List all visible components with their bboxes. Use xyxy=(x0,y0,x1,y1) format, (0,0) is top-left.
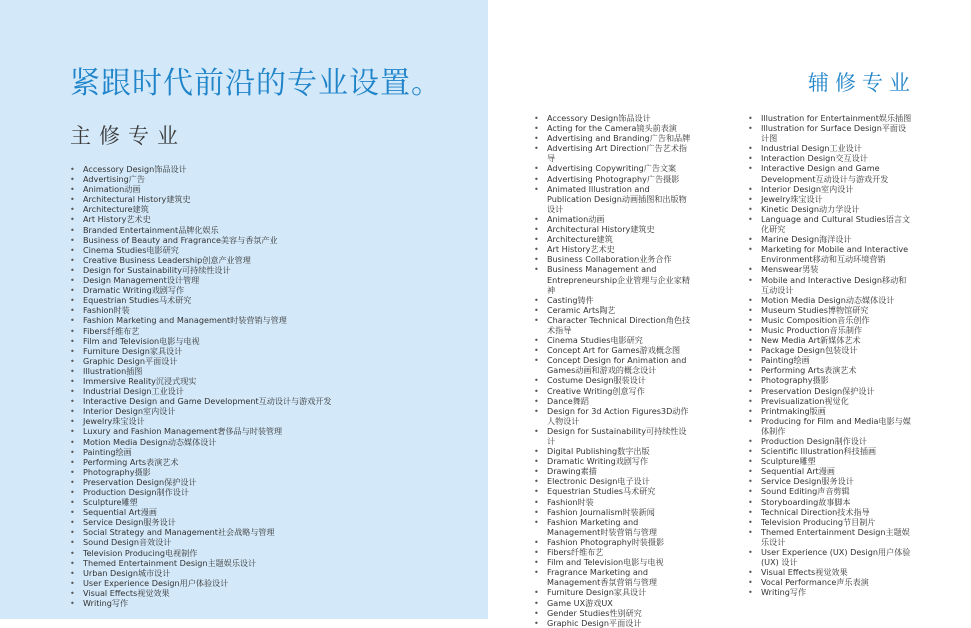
minor-item: • New Media Art新媒体艺术 xyxy=(748,335,913,345)
minor-item: • Ceramic Arts陶艺 xyxy=(534,305,694,315)
major-item: • Sound Design音效设计 xyxy=(70,537,370,547)
minor-item: • Writing写作 xyxy=(748,587,913,597)
major-item: • Immersive Reality沉浸式现实 xyxy=(70,376,370,386)
minor-item: • Photography摄影 xyxy=(748,375,913,385)
minor-item: • Game UX游戏UX xyxy=(534,598,694,608)
minor-item: • Sequential Art漫画 xyxy=(748,466,913,476)
major-item: • Social Strategy and Management社会战略与管理 xyxy=(70,527,370,537)
major-item: • Creative Business Leadership创意产业管理 xyxy=(70,255,370,265)
minor-item: • Language and Cultural Studies语言文化研究 xyxy=(748,214,913,234)
minor-item: • Sculpture雕塑 xyxy=(748,456,913,466)
major-item: • Equestrian Studies马术研究 xyxy=(70,295,370,305)
minor-item: • Costume Design服装设计 xyxy=(534,375,694,385)
minor-item: • Printmaking版画 xyxy=(748,406,913,416)
minor-item: • Architecture建筑 xyxy=(534,234,694,244)
minor-item: • Themed Entertainment Design主题娱乐设计 xyxy=(748,527,913,547)
major-item: • Interactive Design and Game Development互动设计与游戏开发 xyxy=(70,396,370,406)
major-item: • Sequential Art漫画 xyxy=(70,507,370,517)
minor-item: • Museum Studies博物馆研究 xyxy=(748,305,913,315)
minor-item: • Menswear男装 xyxy=(748,264,913,274)
minor-item: • Interactive Design and Game Development互动设计与游戏开发 xyxy=(748,163,913,183)
minor-item: • Kinetic Design动力学设计 xyxy=(748,204,913,214)
minor-item: • Drawing素描 xyxy=(534,466,694,476)
minor-item: • Sound Editing声音剪辑 xyxy=(748,486,913,496)
minor-item: • Equestrian Studies马术研究 xyxy=(534,486,694,496)
minor-item: • Advertising and Branding广告和品牌 xyxy=(534,133,694,143)
minor-item: • Accessory Design饰品设计 xyxy=(534,113,694,123)
minor-item: • Television Producing节目制片 xyxy=(748,517,913,527)
major-item: • Cinema Studies电影研究 xyxy=(70,245,370,255)
minor-item: • Concept Design for Animation and Games动画和游戏的概念设计 xyxy=(534,355,694,375)
minor-item: • Fashion时装 xyxy=(534,497,694,507)
minor-item: • Film and Television电影与电视 xyxy=(534,557,694,567)
minor-item: • Interaction Design交互设计 xyxy=(748,153,913,163)
major-item: • Furniture Design家具设计 xyxy=(70,346,370,356)
minor-item: • Fragrance Marketing and Management香氛营销与管理 xyxy=(534,567,694,587)
major-item: • Architecture建筑 xyxy=(70,204,370,214)
major-item: • Art History艺术史 xyxy=(70,214,370,224)
minor-item: • Jewelry珠宝设计 xyxy=(748,194,913,204)
minor-item: • Advertising Photography广告摄影 xyxy=(534,174,694,184)
major-item: • Themed Entertainment Design主题娱乐设计 xyxy=(70,558,370,568)
minors-list-column-2 xyxy=(748,113,913,598)
major-item: • Preservation Design保护设计 xyxy=(70,477,370,487)
minor-item: • Furniture Design家具设计 xyxy=(534,587,694,597)
major-item: • Jewelry珠宝设计 xyxy=(70,416,370,426)
minor-item: • Previsualization视觉化 xyxy=(748,396,913,406)
major-item: • Business of Beauty and Fragrance美容与香氛产业 xyxy=(70,235,370,245)
minor-item: • Creative Writing创意写作 xyxy=(534,386,694,396)
major-item: • Illustration插图 xyxy=(70,366,370,376)
minor-item: • Storyboarding故事脚本 xyxy=(748,497,913,507)
minor-item: • Advertising Copywriting广告文案 xyxy=(534,163,694,173)
minor-item: • Dance舞蹈 xyxy=(534,396,694,406)
minor-item: • Music Production音乐制作 xyxy=(748,325,913,335)
minor-item: • Animated Illustration and Publication Design动画插图和出版物设计 xyxy=(534,184,694,214)
minor-item: • Marine Design海洋设计 xyxy=(748,234,913,244)
minor-item: • Architectural History建筑史 xyxy=(534,224,694,234)
minor-item: • Illustration for Entertainment娱乐插图 xyxy=(748,113,913,123)
page-headline: 紧跟时代前沿的专业设置。 xyxy=(70,66,442,101)
major-item: • Production Design制作设计 xyxy=(70,487,370,497)
minor-item: • Motion Media Design动态媒体设计 xyxy=(748,295,913,305)
major-item: • Fashion时装 xyxy=(70,305,370,315)
minor-item: • Advertising Art Direction广告艺术指导 xyxy=(534,143,694,163)
major-item: • Urban Design城市设计 xyxy=(70,568,370,578)
major-item: • Animation动画 xyxy=(70,184,370,194)
major-item: • Writing写作 xyxy=(70,598,370,608)
minor-item: • Art History艺术史 xyxy=(534,244,694,254)
minor-item: • Business Collaboration业务合作 xyxy=(534,254,694,264)
minor-item: • Package Design包装设计 xyxy=(748,345,913,355)
major-item: • Advertising广告 xyxy=(70,174,370,184)
minor-item: • Fashion Marketing and Management时装营销与管理 xyxy=(534,517,694,537)
major-item: • Architectural History建筑史 xyxy=(70,194,370,204)
minors-heading: 辅修专业 xyxy=(808,71,916,95)
minor-item: • Casting铸件 xyxy=(534,295,694,305)
minor-item: • Cinema Studies电影研究 xyxy=(534,335,694,345)
major-item: • Accessory Design饰品设计 xyxy=(70,164,370,174)
minor-item: • Fashion Photography时装摄影 xyxy=(534,537,694,547)
major-item: • Graphic Design平面设计 xyxy=(70,356,370,366)
major-item: • User Experience Design用户体验设计 xyxy=(70,578,370,588)
minor-item: • Music Composition音乐创作 xyxy=(748,315,913,325)
minor-item: • Dramatic Writing戏剧写作 xyxy=(534,456,694,466)
minor-item: • Marketing for Mobile and Interactive Environment移动和互动环境营销 xyxy=(748,244,913,264)
minor-item: • Mobile and Interactive Design移动和互动设计 xyxy=(748,275,913,295)
minor-item: • Character Technical Direction角色技术指导 xyxy=(534,315,694,335)
major-item: • Branded Entertainment品牌化娱乐 xyxy=(70,225,370,235)
majors-list xyxy=(70,164,370,608)
minor-item: • Gender Studies性别研究 xyxy=(534,608,694,618)
minor-item: • Animation动画 xyxy=(534,214,694,224)
minor-item: • Business Management and Entrepreneurship企业管理与企业家精神 xyxy=(534,264,694,294)
major-item: • Photography摄影 xyxy=(70,467,370,477)
minor-item: • Visual Effects视觉效果 xyxy=(748,567,913,577)
minor-item: • Acting for the Camera镜头前表演 xyxy=(534,123,694,133)
minor-item: • Design for 3d Action Figures3D动作人物设计 xyxy=(534,406,694,426)
minor-item: • Electronic Design电子设计 xyxy=(534,476,694,486)
major-item: • Interior Design室内设计 xyxy=(70,406,370,416)
major-item: • Television Producing电视制作 xyxy=(70,548,370,558)
major-item: • Luxury and Fashion Management奢侈品与时装管理 xyxy=(70,426,370,436)
minor-item: • Producing for Film and Media电影与媒体制作 xyxy=(748,416,913,436)
minor-item: • Fashion Journalism时装新闻 xyxy=(534,507,694,517)
minor-item: • Digital Publishing数字出版 xyxy=(534,446,694,456)
minor-item: • Painting绘画 xyxy=(748,355,913,365)
major-item: • Visual Effects视觉效果 xyxy=(70,588,370,598)
major-item: • Industrial Design工业设计 xyxy=(70,386,370,396)
minor-item: • Preservation Design保护设计 xyxy=(748,386,913,396)
minor-item: • Interior Design室内设计 xyxy=(748,184,913,194)
minor-item: • Technical Direction技术指导 xyxy=(748,507,913,517)
major-item: • Fibers纤维布艺 xyxy=(70,326,370,336)
minor-item: • Design for Sustainability可持续性设计 xyxy=(534,426,694,446)
minor-item: • Fibers纤维布艺 xyxy=(534,547,694,557)
minor-item: • Scientific Illustration科技插画 xyxy=(748,446,913,456)
major-item: • Painting绘画 xyxy=(70,447,370,457)
major-item: • Fashion Marketing and Management时装营销与管理 xyxy=(70,315,370,325)
major-item: • Service Design服务设计 xyxy=(70,517,370,527)
minor-item: • User Experience (UX) Design用户体验(UX) 设计 xyxy=(748,547,913,567)
minor-item: • Concept Art for Games游戏概念图 xyxy=(534,345,694,355)
majors-heading: 主修专业 xyxy=(70,124,186,148)
minors-list-column-1 xyxy=(534,113,694,628)
minor-item: • Industrial Design工业设计 xyxy=(748,143,913,153)
major-item: • Design for Sustainability可持续性设计 xyxy=(70,265,370,275)
minor-item: • Graphic Design平面设计 xyxy=(534,618,694,628)
minor-item: • Illustration for Surface Design平面设计图 xyxy=(748,123,913,143)
major-item: • Motion Media Design动态媒体设计 xyxy=(70,437,370,447)
minor-item: • Vocal Performance声乐表演 xyxy=(748,577,913,587)
minor-item: • Performing Arts表演艺术 xyxy=(748,365,913,375)
minor-item: • Production Design制作设计 xyxy=(748,436,913,446)
minor-item: • Service Design服务设计 xyxy=(748,476,913,486)
major-item: • Sculpture雕塑 xyxy=(70,497,370,507)
major-item: • Film and Television电影与电视 xyxy=(70,336,370,346)
major-item: • Design Management设计管理 xyxy=(70,275,370,285)
major-item: • Dramatic Writing戏剧写作 xyxy=(70,285,370,295)
major-item: • Performing Arts表演艺术 xyxy=(70,457,370,467)
